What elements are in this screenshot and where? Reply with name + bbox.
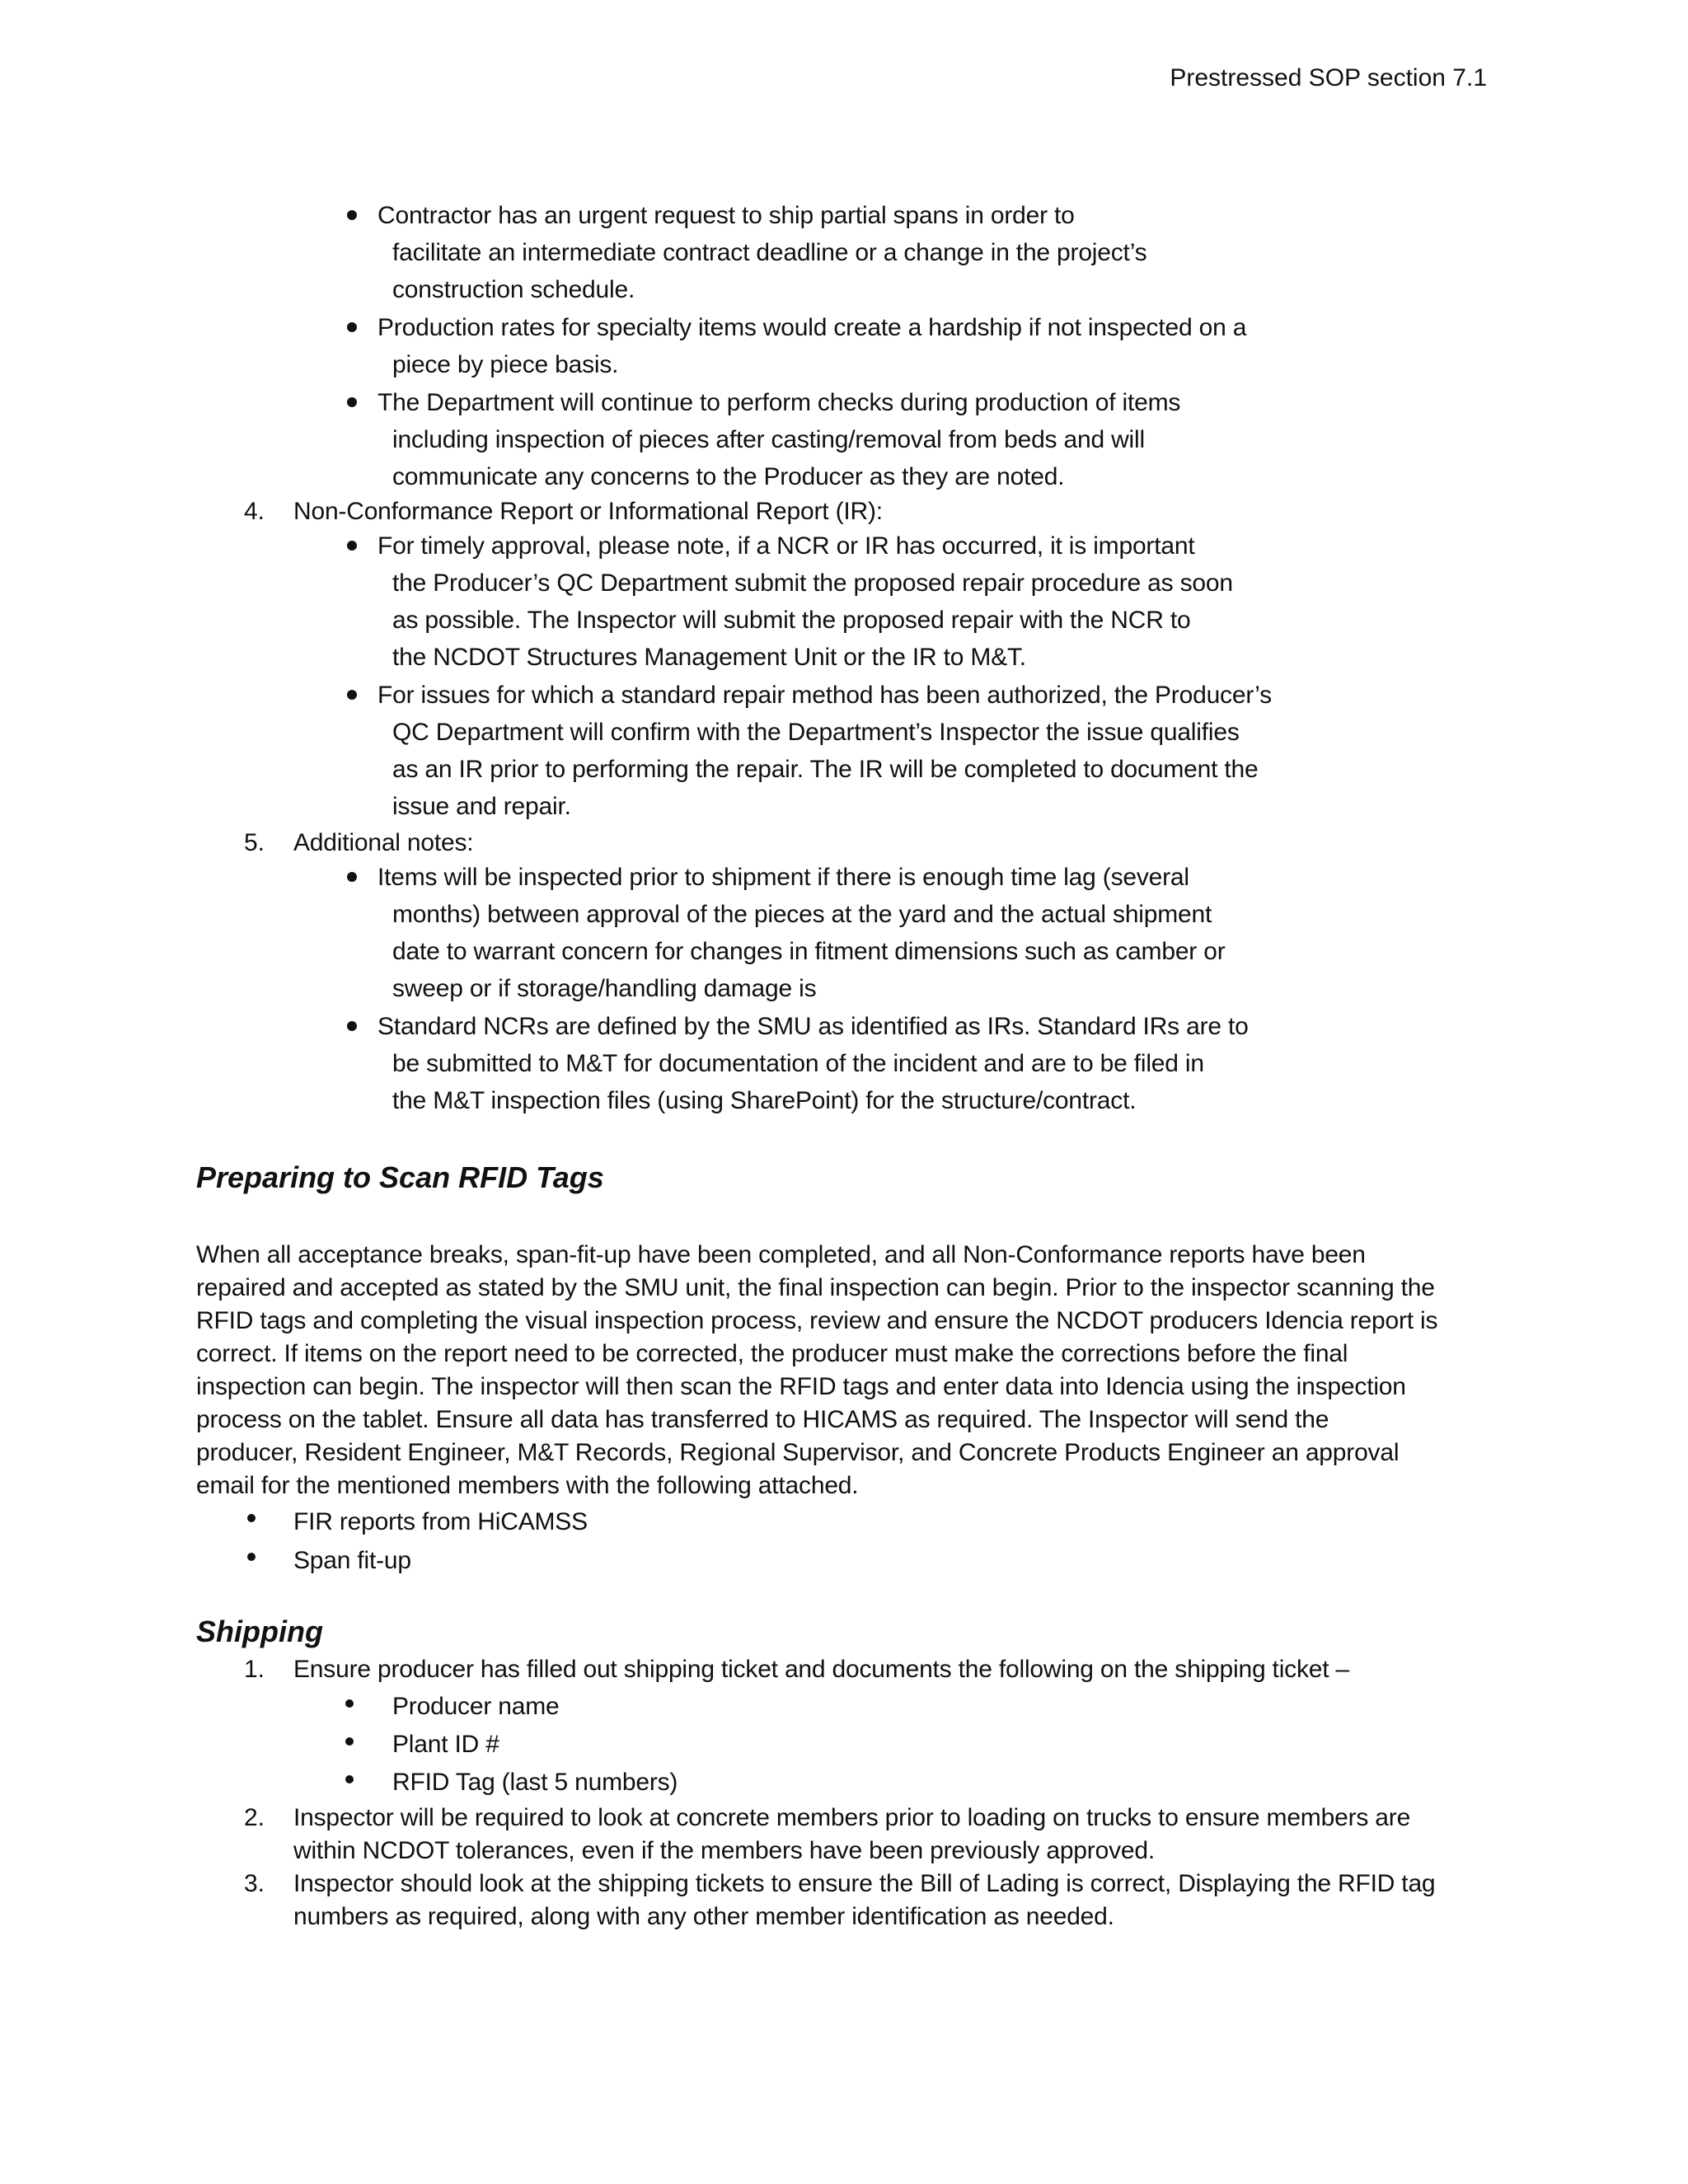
text-line: the NCDOT Structures Management Unit or the IR to M&T. <box>392 644 1026 671</box>
text-line: months) between approval of the pieces at the yard and the actual shipment <box>392 901 1212 928</box>
list-item-title: Non-Conformance Report or Informational Report (IR): <box>293 498 883 525</box>
list-number: 5. <box>244 829 265 856</box>
list-item: Producer name <box>392 1693 560 1720</box>
text-line: piece by piece basis. <box>392 351 619 378</box>
bullet-dot <box>347 397 357 407</box>
text-line: as possible. The Inspector will submit the proposed repair with the NCR to <box>392 607 1191 634</box>
text-line: QC Department will confirm with the Department’s Inspector the issue qualifies <box>392 719 1240 746</box>
text-line: date to warrant concern for changes in fitment dimensions such as camber or <box>392 938 1226 965</box>
text-line: RFID tags and completing the visual inspection process, review and ensure the NCDOT producers Idencia report is <box>196 1307 1438 1334</box>
text-line: Ensure producer has filled out shipping ticket and documents the following on the shipping ticket – <box>293 1656 1349 1683</box>
text-line: inspection can begin. The inspector will then scan the RFID tags and enter data into Idencia using the inspection <box>196 1373 1406 1400</box>
text-line: email for the mentioned members with the following attached. <box>196 1472 859 1499</box>
text-line: construction schedule. <box>392 276 635 303</box>
text-line: including inspection of pieces after casting/removal from beds and will <box>392 426 1145 453</box>
page-header: Prestressed SOP section 7.1 <box>1170 64 1487 91</box>
text-line: Production rates for specialty items would create a hardship if not inspected on a <box>377 314 1247 341</box>
list-item: RFID Tag (last 5 numbers) <box>392 1769 678 1796</box>
bullet-dot <box>347 210 357 220</box>
text-line: as an IR prior to performing the repair. The IR will be completed to document the <box>392 756 1259 783</box>
bullet-dot <box>347 541 357 551</box>
bullet-dot <box>347 1021 357 1031</box>
list-number: 4. <box>244 498 265 525</box>
section-heading: Shipping <box>196 1615 323 1648</box>
bullet-dot <box>345 1737 354 1746</box>
text-line: Inspector should look at the shipping tickets to ensure the Bill of Lading is correct, Displaying the RFID tag <box>293 1870 1436 1897</box>
text-line: Inspector will be required to look at concrete members prior to loading on trucks to ensure members are <box>293 1804 1411 1831</box>
list-number: 3. <box>244 1870 265 1897</box>
bullet-dot <box>247 1553 256 1561</box>
list-item: FIR reports from HiCAMSS <box>293 1508 588 1535</box>
text-line: be submitted to M&T for documentation of the incident and are to be filed in <box>392 1050 1204 1077</box>
text-line: repaired and accepted as stated by the SMU unit, the final inspection can begin. Prior to the inspector scanning the <box>196 1274 1435 1301</box>
text-line: When all acceptance breaks, span-fit-up have been completed, and all Non-Conformance reports have been <box>196 1241 1366 1268</box>
list-item: Plant ID # <box>392 1731 499 1758</box>
text-line: numbers as required, along with any other member identification as needed. <box>293 1903 1114 1930</box>
text-line: The Department will continue to perform checks during production of items <box>377 389 1181 416</box>
text-line: For timely approval, please note, if a NCR or IR has occurred, it is important <box>377 532 1195 560</box>
text-line: Contractor has an urgent request to ship partial spans in order to <box>377 202 1075 229</box>
text-line: correct. If items on the report need to be corrected, the producer must make the corrections before the final <box>196 1340 1348 1367</box>
text-line: the M&T inspection files (using SharePoint) for the structure/contract. <box>392 1087 1137 1114</box>
bullet-dot <box>347 690 357 700</box>
list-item-title: Additional notes: <box>293 829 474 856</box>
text-line: For issues for which a standard repair method has been authorized, the Producer’s <box>377 682 1272 709</box>
text-line: process on the tablet. Ensure all data has transferred to HICAMS as required. The Inspector will send the <box>196 1406 1329 1433</box>
text-line: communicate any concerns to the Producer as they are noted. <box>392 463 1065 490</box>
bullet-dot <box>345 1775 354 1783</box>
text-line: issue and repair. <box>392 793 571 820</box>
list-number: 1. <box>244 1656 265 1683</box>
bullet-dot <box>347 872 357 882</box>
section-heading: Preparing to Scan RFID Tags <box>196 1160 604 1194</box>
bullet-dot <box>347 322 357 332</box>
text-line: sweep or if storage/handling damage is <box>392 975 817 1002</box>
bullet-dot <box>345 1699 354 1708</box>
text-line: the Producer’s QC Department submit the proposed repair procedure as soon <box>392 569 1233 597</box>
list-number: 2. <box>244 1804 265 1831</box>
text-line: facilitate an intermediate contract deadline or a change in the project’s <box>392 239 1147 266</box>
list-item: Span fit-up <box>293 1547 411 1574</box>
text-line: producer, Resident Engineer, M&T Records, Regional Supervisor, and Concrete Products Engineer an approval <box>196 1439 1400 1466</box>
text-line: Items will be inspected prior to shipment if there is enough time lag (several <box>377 864 1189 891</box>
text-line: Standard NCRs are defined by the SMU as identified as IRs. Standard IRs are to <box>377 1013 1249 1040</box>
text-line: within NCDOT tolerances, even if the members have been previously approved. <box>293 1837 1155 1864</box>
bullet-dot <box>247 1514 256 1522</box>
